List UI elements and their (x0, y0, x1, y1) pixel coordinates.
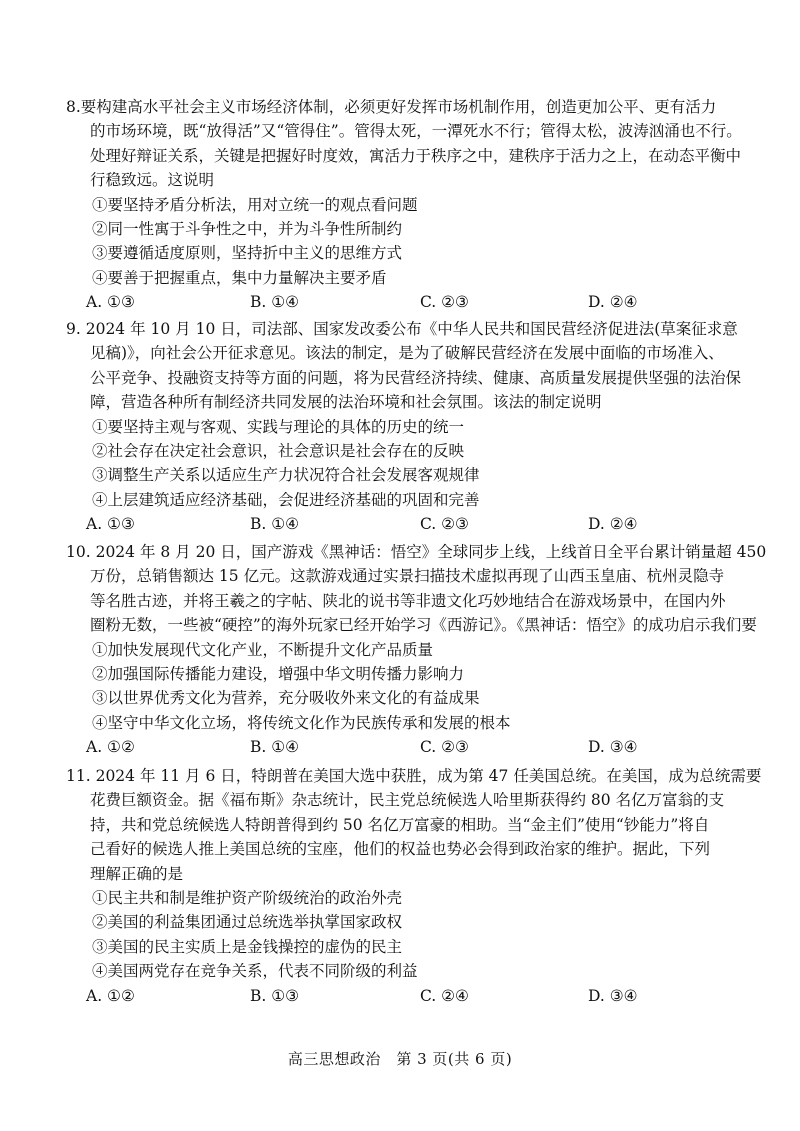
statement-option: ①要坚持主观与客观、实践与理论的具体的历史的统一 (92, 417, 465, 436)
answer-choice: B. ①④ (250, 738, 300, 757)
answer-choice: B. ①④ (250, 293, 300, 312)
question-text-line: 行稳致远。这说明 (90, 171, 215, 190)
statement-option: ③调整生产关系以适应生产力状况符合社会发展客观规律 (92, 466, 480, 485)
question-11 (58, 764, 770, 1008)
statement-option: ④坚守中华文化立场，将传统文化作为民族传承和发展的根本 (92, 713, 511, 732)
question-text-line: 11. 2024 年 11 月 6 日，特朗普在美国大选中获胜，成为第 47 任美国总统。在美国，成为总统需要 (66, 767, 762, 785)
question-text-line: 等名胜古迹，并将王羲之的字帖、陕北的说书等非遗文化巧妙地结合在游戏场景中，在国内外 (90, 591, 726, 610)
answer-choice: B. ①③ (250, 986, 300, 1005)
answer-choice: C. ②③ (420, 515, 469, 534)
answer-choices (58, 735, 770, 759)
question-text-line: 见稿)》，向社会公开征求意见。该法的制定，是为了破解民营经济在发展中面临的市场准入、 (90, 344, 724, 363)
answer-choices (58, 512, 770, 536)
answer-choice: A. ①③ (86, 293, 135, 312)
answer-choice: D. ②④ (588, 293, 638, 312)
answer-choice: C. ②④ (420, 986, 469, 1005)
statement-option: ③以世界优秀文化为营养，充分吸收外来文化的有益成果 (92, 689, 480, 708)
statement-option: ②美国的利益集团通过总统选举执掌国家政权 (92, 913, 403, 932)
question-text-line: 万份，总销售额达 15 亿元。这款游戏通过实景扫描技术虚拟再现了山西玉皇庙、杭州灵隐寺 (90, 567, 725, 586)
question-text-line: 的市场环境，既“放得活”又“管得住”。管得太死，一潭死水不行；管得太松，波涛汹涌也不行。 (90, 122, 742, 141)
answer-choice: B. ①④ (250, 515, 300, 534)
statement-option: ①加快发展现代文化产业，不断提升文化产品质量 (92, 640, 434, 659)
statement-option: ④上层建筑适应经济基础，会促进经济基础的巩固和完善 (92, 490, 480, 509)
question-text-line: 9. 2024 年 10 月 10 日，司法部、国家发改委公布《中华人民共和国民营经济促进法(草案征求意 (66, 320, 738, 338)
question-text-line: 障，营造各种所有制经济共同发展的法治环境和社会氛围。该法的制定说明 (90, 393, 602, 412)
question-text-line: 圈粉无数，一些被“硬控”的海外玩家已经开始学习《西游记》。《黑神话：悟空》的成功启示我们要 (90, 616, 757, 635)
question-9 (58, 317, 770, 537)
page-footer: 高三思想政治 第 3 页(共 6 页) (287, 1050, 513, 1068)
statement-option: ③要遵循适度原则，坚持折中主义的思维方式 (92, 244, 403, 263)
question-10 (58, 540, 770, 760)
answer-choice: A. ①② (86, 986, 135, 1005)
answer-choice: A. ①② (86, 738, 135, 757)
question-text-line: 处理好辩证关系，关键是把握好时度效，寓活力于秩序之中，建秩序于活力之上，在动态平衡中 (90, 146, 742, 165)
statement-option: ③美国的民主实质上是金钱操控的虚伪的民主 (92, 937, 403, 956)
statement-option: ②同一性寓于斗争性之中，并为斗争性所制约 (92, 219, 403, 238)
question-text-line: 花费巨额资金。据《福布斯》杂志统计，民主党总统候选人哈里斯获得约 80 名亿万富翁的支 (90, 791, 725, 810)
statement-option: ②加强国际传播能力建设，增强中华文明传播力影响力 (92, 664, 465, 683)
statement-option: ②社会存在决定社会意识，社会意识是社会存在的反映 (92, 441, 465, 460)
answer-choice: D. ②④ (588, 515, 638, 534)
answer-choice: D. ③④ (588, 738, 638, 757)
question-8 (58, 95, 770, 315)
statement-option: ①民主共和制是维护资产阶级统治的政治外壳 (92, 888, 403, 907)
question-text-line: 8.要构建高水平社会主义市场经济体制，必须更好发挥市场机制作用，创造更加公平、更有活力 (66, 98, 717, 116)
answer-choice: D. ③④ (588, 986, 638, 1005)
question-text-line: 持，共和党总统候选人特朗普得到约 50 名亿万富豪的相助。当“金主们”使用“钞能力”将自 (90, 815, 710, 834)
question-text-line: 公平竞争、投融资支持等方面的问题，将为民营经济持续、健康、高质量发展提供坚强的法治保 (90, 368, 742, 387)
question-text-line: 理解正确的是 (90, 864, 184, 883)
statement-option: ④美国两党存在竞争关系，代表不同阶级的利益 (92, 962, 418, 981)
statement-option: ①要坚持矛盾分析法，用对立统一的观点看问题 (92, 195, 418, 214)
answer-choices (58, 290, 770, 314)
answer-choice: C. ②③ (420, 293, 469, 312)
question-text-line: 己看好的候选人推上美国总统的宝座，他们的权益也势必会得到政治家的维护。据此，下列 (90, 840, 711, 859)
question-text-line: 10. 2024 年 8 月 20 日，国产游戏《黑神话：悟空》全球同步上线，上线首日全平台累计销量超 450 (66, 543, 767, 561)
answer-choices (58, 984, 770, 1008)
statement-option: ④要善于把握重点，集中力量解决主要矛盾 (92, 268, 387, 287)
answer-choice: C. ②③ (420, 738, 469, 757)
answer-choice: A. ①③ (86, 515, 135, 534)
